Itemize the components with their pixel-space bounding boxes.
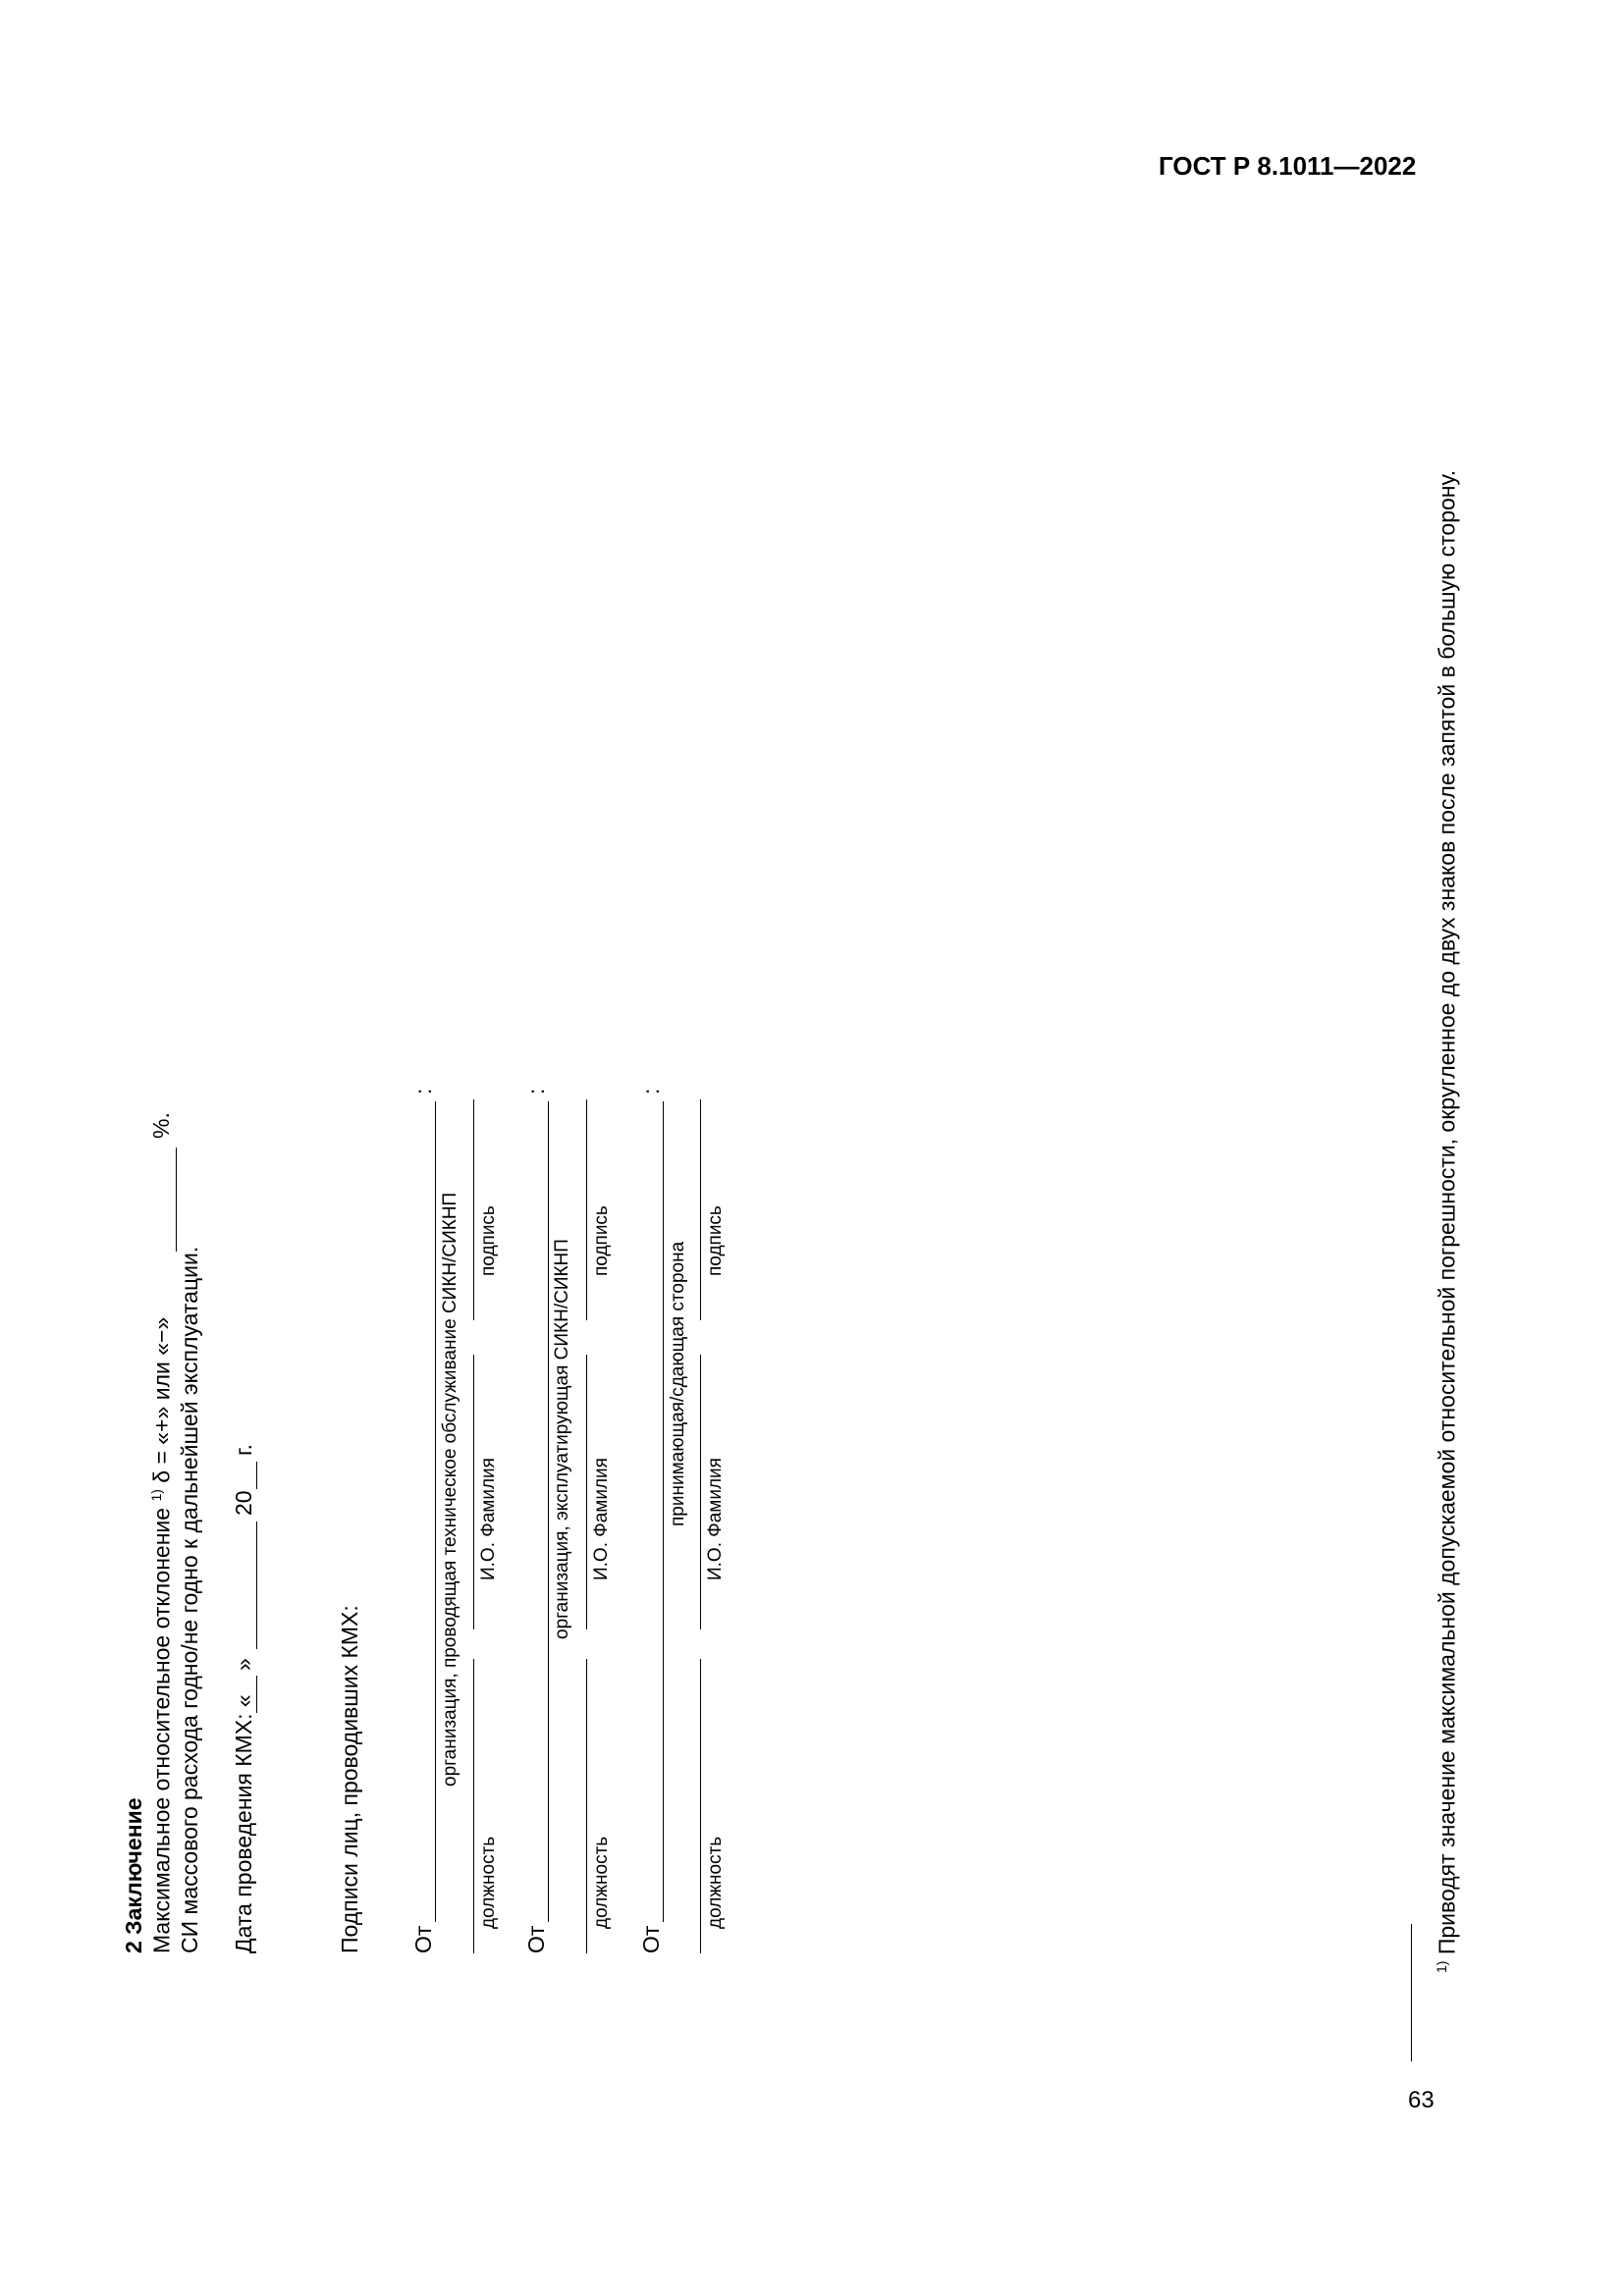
- signature-caption-1: подпись: [478, 1205, 499, 1276]
- date-month-blank: [256, 1522, 257, 1649]
- date-day-blank: [256, 1676, 257, 1713]
- footnote-ref-mark: 1): [148, 1489, 164, 1502]
- org-caption-3: принимающая/сдающая сторона: [668, 1241, 688, 1526]
- name-line-1: [473, 1355, 474, 1629]
- max-deviation-label: Максимальное относительное отклонение: [148, 1507, 175, 1953]
- deviation-value-blank: [176, 1148, 177, 1252]
- date-quote-close: »: [231, 1658, 256, 1671]
- date-year-blank: [256, 1462, 257, 1489]
- section-heading: 2 Заключение: [121, 1797, 146, 1953]
- max-deviation-line: [148, 1317, 176, 1953]
- percent-unit: %.: [148, 1112, 174, 1139]
- date-label: Дата проведения КМХ: «: [231, 1694, 256, 1953]
- deviation-formula: δ = «+» или «−»: [148, 1316, 175, 1483]
- signature-caption-2: подпись: [591, 1205, 612, 1276]
- position-caption-1: должность: [478, 1836, 499, 1929]
- name-caption-1: И.О. Фамилия: [478, 1458, 499, 1580]
- signatures-title: Подписи лиц, проводивших КМХ:: [337, 1605, 362, 1953]
- standard-header: ГОСТ Р 8.1011—2022: [1159, 151, 1417, 181]
- name-caption-2: И.О. Фамилия: [591, 1458, 612, 1580]
- signature-line-2: [586, 1099, 587, 1320]
- position-line-3: [700, 1659, 701, 1953]
- position-caption-2: должность: [591, 1836, 612, 1929]
- date-year-prefix: 20: [231, 1490, 256, 1516]
- footnote-mark: 1): [1434, 1960, 1449, 1973]
- org-caption-1: организация, проводящая техническое обслуживание СИКН/СИКНП: [440, 1192, 460, 1787]
- from-label-1: От: [410, 1925, 436, 1953]
- signature-line-1: [473, 1099, 474, 1320]
- position-line-2: [586, 1659, 587, 1953]
- signature-caption-3: подпись: [705, 1205, 726, 1276]
- name-line-2: [586, 1355, 587, 1629]
- footnote-text: Приводят значение максимальной допускаемой относительной погрешности, округленное до двух знаков после запятой в большую сторону.: [1434, 469, 1460, 1955]
- footnote: [1434, 470, 1461, 1973]
- name-line-3: [700, 1355, 701, 1629]
- date-year-suffix: г.: [231, 1444, 256, 1456]
- colon-3: :: [638, 1088, 664, 1095]
- colon-1: :: [410, 1088, 436, 1095]
- colon-2: :: [523, 1088, 549, 1095]
- position-line-1: [473, 1659, 474, 1953]
- from-label-3: От: [638, 1925, 664, 1953]
- name-caption-3: И.О. Фамилия: [705, 1458, 726, 1580]
- org-caption-2: организация, эксплуатирующая СИКН/СИКНП: [552, 1239, 572, 1639]
- organization-line-1: [435, 1101, 436, 1922]
- page-number: 63: [1408, 2087, 1435, 2113]
- from-label-2: От: [523, 1925, 549, 1953]
- position-caption-3: должность: [705, 1836, 726, 1929]
- footnote-separator: [1411, 1924, 1412, 2061]
- organization-line-3: [663, 1101, 664, 1922]
- organization-line-2: [548, 1101, 549, 1922]
- suitability-line: СИ массового расхода годно/не годно к дальнейшей эксплуатации.: [177, 1246, 202, 1953]
- signature-line-3: [700, 1099, 701, 1320]
